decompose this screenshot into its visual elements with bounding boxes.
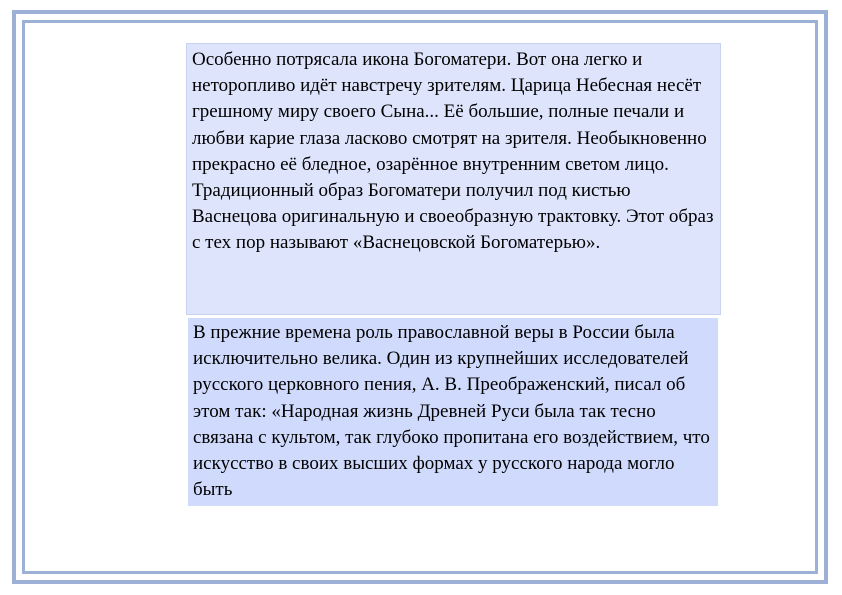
text-box-vasnetsov-icon: Особенно потрясала икона Богоматери. Вот она легко и неторопливо идёт навстречу зрителям. Царица Небесная несёт грешному миру своего Сына... Её большие, полные печали и любви карие глаза ласково смотрят на зрителя. Необыкновенно прекрасно её бледное, озарённое внутренним светом лицо. Традиционный образ Богоматери получил под кистью Васнецова оригинальную и своеобразную трактовку. Этот образ с тех пор называют «Васнецовской Богоматерью». bbox=[186, 43, 721, 315]
text-box-orthodox-faith: В прежние времена роль православной веры в России была исключительно велика. Один из крупнейших исследователей русского церковного пения, А. В. Преображенский, писал об этом так: «Народная жизнь Древней Руси была так тесно связана с культом, так глубоко пропитана его воздействием, что искусство в своих высших формах у русского народа могло быть bbox=[188, 318, 718, 506]
